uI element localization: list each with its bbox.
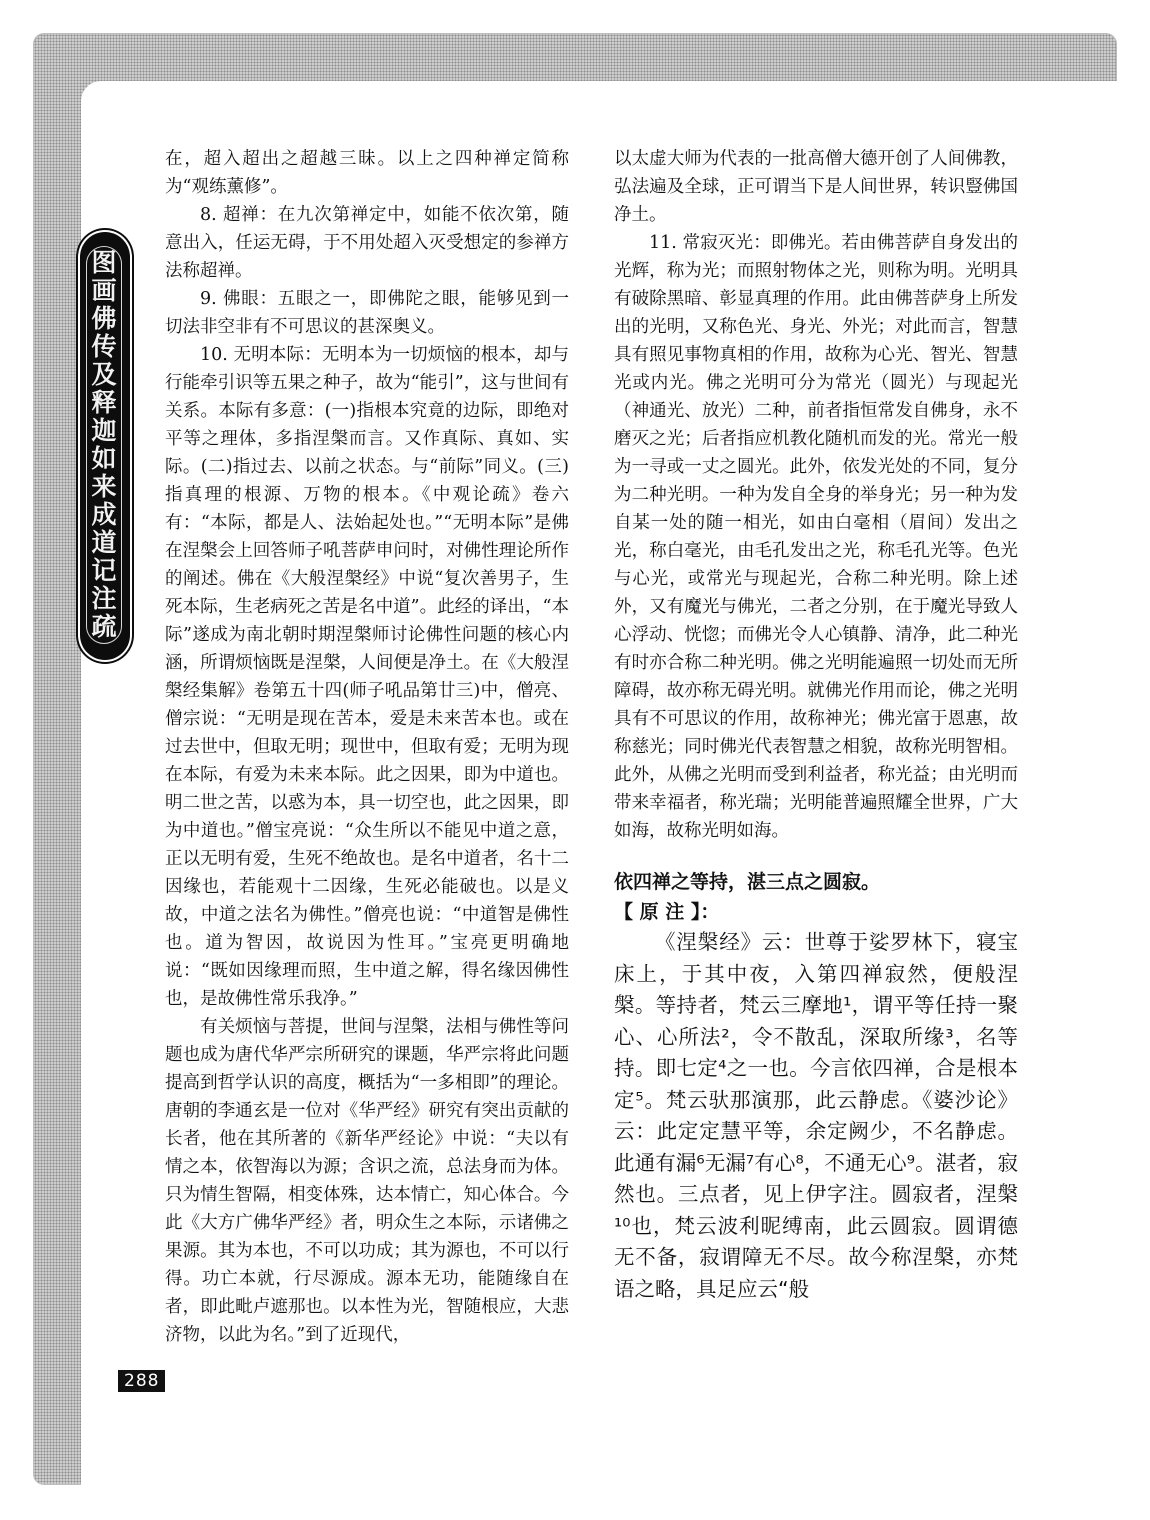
- side-tab-inner: [86, 246, 122, 644]
- side-tab-char: 传: [91, 332, 117, 361]
- original-note-label: 【 原 注 】：: [614, 901, 720, 923]
- side-tab-char: 迦: [91, 416, 117, 445]
- paragraph-wuming-benji: 10. 无明本际：无明本为一切烦恼的根本，却与行能牵引识等五果之种子，故为“能引”，这与世间有关系。本际有多意：(一)指根本究竟的边际，即绝对平等之理体，多指涅槃而言。又作真际、真如、实际。(二)指过去、以前之状态。与“前际”同义。(三)指真理的根源、万物的根本。《中观论疏》卷六有：“本际，都是人、法始起处也。”“无明本际”是佛在涅槃会上回答师子吼菩萨申问时，对佛性理论所作的阐述。佛在《大般涅槃经》中说“复次善男子，生死本际，生老病死之苦是名中道”。此经的译出，“本际”遂成为南北朝时期涅槃师讨论佛性问题的核心内涵，所谓烦恼既是涅槃，人间便是净土。在《大般涅槃经集解》卷第五十四(师子吼品第廿三)中，僧亮、僧宗说：“无明是现在苦本，爱是未来苦本也。或在过去世中，但取无明；现世中，但取有爱；无明为现在本际，有爱为未来本际。此之因果，即为中道也。明二世之苦，以惑为本，具一切空也，此之因果，即为中道也。”僧宝亮说：“众生所以不能见中道之意，正以无明有爱，生死不绝故也。是名中道者，名十二因缘也，若能观十二因缘，生死必能破也。以是义故，中道之法名为佛性。”僧亮也说：“中道智是佛性也。道为智因，故说因为性耳。”宝亮更明确地说：“既如因缘理而照，生中道之解，得名缘因佛性也，是故佛性常乐我净。”: [165, 345, 569, 1009]
- original-note-text: 《涅槃经》云：世尊于娑罗林下，寝宝床上，于其中夜，入第四禅寂然，便般涅槃。等持者，梵云三摩地¹，谓平等任持一聚心、心所法²，令不散乱，深取所缘³，名等持。即七定⁴之一也。今言依四禅，合是根本定⁵。梵云驮那演那，此云静虑。《婆沙论》云：此定定慧平等，余定阙少，不名静虑。此通有漏⁶无漏⁷有心⁸，不通无心⁹。湛者，寂然也。三点者，见上伊字注。圆寂者，涅槃¹⁰也，梵云波利昵缚南，此云圆寂。圆谓德无不备，寂谓障无不尽。故今称涅槃，亦梵语之略，具足应云“般: [614, 930, 1018, 1301]
- side-tab-char: 如: [91, 444, 117, 473]
- side-tab-char: 画: [91, 276, 117, 305]
- side-tab-char: 成: [91, 500, 117, 529]
- side-tab-char: 记: [91, 556, 117, 585]
- side-tab-char: 佛: [91, 304, 117, 333]
- side-tab-char: 及: [91, 360, 117, 389]
- side-tab-char: 图: [91, 248, 117, 277]
- side-tab-char: 注: [91, 584, 117, 613]
- paragraph: 以太虚大师为代表的一批高僧大德开创了人间佛教，弘法遍及全球，正可谓当下是人间世界，转识豎佛国净土。: [614, 149, 1018, 225]
- side-tab-char: 疏: [91, 612, 117, 641]
- side-tab-char: 来: [91, 472, 117, 501]
- paragraph-fannao-puti: 有关烦恼与菩提，世间与涅槃，法相与佛性等问题也成为唐代华严宗所研究的课题，华严宗将此问题提高到哲学认识的高度，概括为“一多相即”的理论。唐朝的李通玄是一位对《华严经》研究有突出贡献的长者，他在其所著的《新华严经论》中说：“夫以有情之本，依智海以为源；含识之流，总法身而为体。只为情生智隔，相变体殊，达本情亡，知心体合。今此《大方广佛华严经》者，明众生之本际，示诸佛之果源。其为本也，不可以功成；其为源也，不可以行得。功亡本就，行尽源成。源本无功，能随缘自在者，即此毗卢遮那也。以本性为光，智随根应，大悲济物，以此为名。”到了近现代，: [165, 1017, 569, 1345]
- paragraph-foyan: 9. 佛眼：五眼之一，即佛陀之眼，能够见到一切法非空非有不可思议的甚深奥义。: [165, 289, 569, 337]
- paragraph: 在，超入超出之超越三昧。以上之四种禅定简称为“观练薰修”。: [165, 149, 569, 197]
- side-tab-char: 释: [91, 388, 117, 417]
- paragraph-chaochan: 8. 超禅：在九次第禅定中，如能不依次第，随意出入，任运无碍，于不用处超入灭受想定的参禅方法称超禅。: [165, 205, 569, 281]
- left-column: [165, 145, 569, 1349]
- side-tab-book-title: [80, 232, 130, 660]
- side-tab-char: 道: [91, 528, 117, 557]
- paragraph-changji-mieguang: 11. 常寂灭光：即佛光。若由佛菩萨自身发出的光辉，称为光；而照射物体之光，则称为明。光明具有破除黑暗、彰显真理的作用。此由佛菩萨身上所发出的光明，又称色光、身光、外光；对此而言，智慧具有照见事物真相的作用，故称为心光、智光、智慧光或内光。佛之光明可分为常光（圆光）与现起光（神通光、放光）二种，前者指恒常发自佛身，永不磨灭之光；后者指应机教化随机而发的光。常光一般为一寻或一丈之圆光。此外，依发光处的不同，复分为二种光明。一种为发自全身的举身光；另一种为发自某一处的随一相光，如由白毫相（眉间）发出之光，称白毫光，由毛孔发出之光，称毛孔光等。色光与心光，或常光与现起光，合称二种光明。除上述外，又有魔光与佛光，二者之分别，在于魔光导致人心浮动、恍惚；而佛光令人心镇静、清净，此二种光有时亦合称二种光明。佛之光明能遍照一切处而无所障碍，故亦称无碍光明。就佛光作用而论，佛之光明具有不可思议的作用，故称神光；佛光富于恩惠，故称慈光；同时佛光代表智慧之相貌，故称光明智相。此外，从佛之光明而受到利益者，称光益；由光明而带来幸福者，称光瑞；光明能普遍照耀全世界，广大如海，故称光明如海。: [614, 233, 1018, 841]
- section-heading: 依四禅之等持，湛三点之圆寂。: [614, 871, 881, 893]
- page-number: 288: [118, 1370, 165, 1392]
- right-column: [614, 145, 1018, 1305]
